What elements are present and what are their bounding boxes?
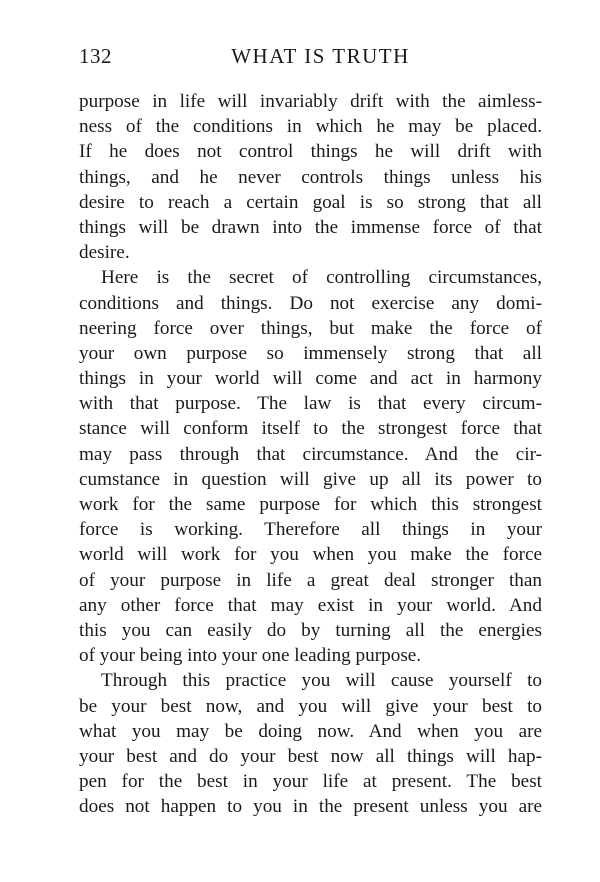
text-line: world will work for you when you make the force xyxy=(79,544,542,566)
text-line: work for the same purpose for which this strongest xyxy=(79,494,542,515)
text-line: neering force over things, but make the force of xyxy=(79,317,542,339)
text-line: conditions and things. Do not exercise any domi- xyxy=(79,292,542,314)
text-line: things will be drawn into the immense force of that xyxy=(79,216,542,238)
text-line: If he does not control things he will drift with xyxy=(79,141,542,163)
text-line: be your best now, and you will give your best to xyxy=(79,695,542,717)
text-line: your own purpose so immensely strong that all xyxy=(79,342,542,364)
text-line: ness of the conditions in which he may be placed. xyxy=(79,116,542,138)
text-line: does not happen to you in the present unless you are xyxy=(79,796,542,818)
text-line: things, and he never controls things unless his xyxy=(79,166,542,188)
text-line: things in your world will come and act in harmony xyxy=(79,368,542,390)
text-line: of your purpose in life a great deal stronger than xyxy=(79,569,542,591)
text-line: cumstance in question will give up all its power to xyxy=(79,468,542,490)
page-number: 132 xyxy=(79,44,112,68)
text-line: Here is the secret of controlling circumstances, xyxy=(101,267,542,289)
text-line: of your being into your one leading purpose. xyxy=(79,645,422,667)
text-line: stance will conform itself to the strongest force that xyxy=(79,418,542,440)
page-header xyxy=(79,44,542,74)
text-line: this you can easily do by turning all the energies xyxy=(79,619,542,641)
running-title: WHAT IS TRUTH xyxy=(231,44,410,68)
text-line: force is working. Therefore all things in your xyxy=(79,519,542,541)
text-line: your best and do your best now all things will hap- xyxy=(79,745,542,767)
text-line: what you may be doing now. And when you are xyxy=(79,720,542,742)
text-line: Through this practice you will cause yourself to xyxy=(101,670,542,692)
text-line: desire to reach a certain goal is so strong that all xyxy=(79,191,542,213)
body-text xyxy=(79,89,542,819)
text-line: may pass through that circumstance. And the cir- xyxy=(79,443,542,465)
text-line: pen for the best in your life at present. The best xyxy=(79,771,542,793)
text-line: purpose in life will invariably drift with the aimless- xyxy=(79,91,542,112)
text-line: with that purpose. The law is that every circum- xyxy=(79,393,542,415)
text-line: desire. xyxy=(79,242,130,264)
text-line: any other force that may exist in your world. And xyxy=(79,594,542,616)
